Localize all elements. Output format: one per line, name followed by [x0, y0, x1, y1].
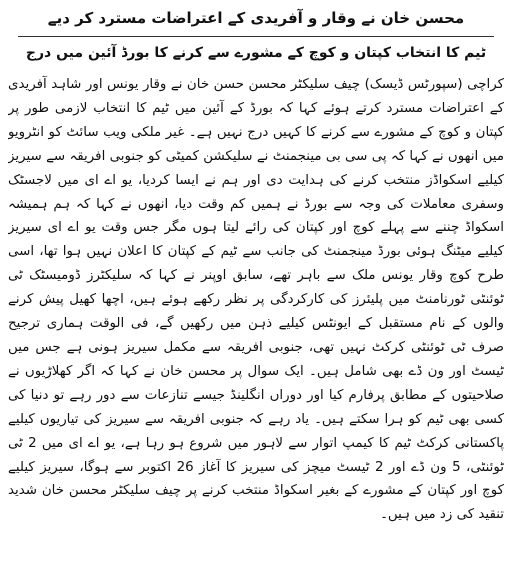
article-body: کراچی (سپورٹس ڈیسک) چیف سلیکٹر محسن حسن خان نے وقار یونس اور شاہد آفریدی کے اعتراضات مسترد کرتے ہوئے کہا کہ بورڈ کے آئین میں ٹیم کا انتخاب لازمی طور پر کپتان و کوچ کے مشورے سے کرنے کا کہیں درج نہیں ہے۔ غیر ملکی ویب سائٹ کو انٹرویو میں انھوں نے کہا کہ پی سی بی مینجمنٹ نے سلیکشن کمیٹی کو جنوبی افریقہ سے سیریز کیلیے اسکواڈز منتخب کرنے کی ہدایت دی اور ہم نے ایسا کردیا، یو اے ای میں لاجسٹک وسفری معاملات کی وجہ سے بورڈ نے ہمیں کم وقت دیا، انھوں نے کہا کہ ہم ہمیشہ اسکواڈ چننے سے پہلے کوچ اور کپتان کی رائے لیتا ہوں مگر جس وقت یو اے ای سیریز کیلیے میٹنگ ہوئی بورڈ مینجمنٹ کی جانب سے ٹیم کے کپتان کا اعلان نہیں ہوا تھا، اسی طرح کوچ وقار یونس ملک سے باہر تھے، سابق اوپنر نے کہا کہ سلیکٹرز ڈومیسٹک ٹی ٹوئنٹی ٹورنامنٹ میں پلیئرز کی کارکردگی پر نظر رکھے ہوئے ہیں، اچھا کھیل پیش کرنے والوں کے نام مستقبل کے ایونٹس کیلیے ذہن میں رکھیں گے، فی الوقت ہماری ترجیح صرف ٹی ٹوئنٹی کرکٹ نہیں تھی، جنوبی افریقہ سے مکمل سیریز ہونی ہے جس میں ٹیسٹ اور ون ڈے بھی شامل ہیں۔ ایک سوال پر محسن خان نے کہا کہ اگر کھلاڑیوں نے صلاحیتوں کے مطابق پرفارم کیا اور دوراں انگلینڈ جیسے تنازعات سے دور رہے تو دنیا کی کسی بھی ٹیم کو ہرا سکتے ہیں۔ یاد رہے کہ جنوبی افریقہ سے سیریز کی تیاریوں کیلیے پاکستانی کرکٹ ٹیم کا کیمپ اتوار سے لاہور میں شروع ہو رہا ہے، یو اے ای میں 2 ٹی ٹوئنٹی، 5 ون ڈے اور 2 ٹیسٹ میچز کی سیریز کا آغاز 26 اکتوبر سے ہوگا، سیریز کیلیے کوچ اور کپتان کے مشورے کے بغیر اسکواڈ منتخب کرنے پر چیف سلیکٹر محسن خان شدید تنقید کی زد میں ہیں۔	[8, 77, 504, 523]
headline: محسن خان نے وقار و آفریدی کے اعتراضات مسترد کر دیے	[47, 9, 465, 27]
divider	[18, 36, 494, 37]
subheadline: ٹیم کا انتخاب کپتان و کوچ کے مشورے سے کرنے کا بورڈ آئین میں درج	[25, 45, 487, 61]
